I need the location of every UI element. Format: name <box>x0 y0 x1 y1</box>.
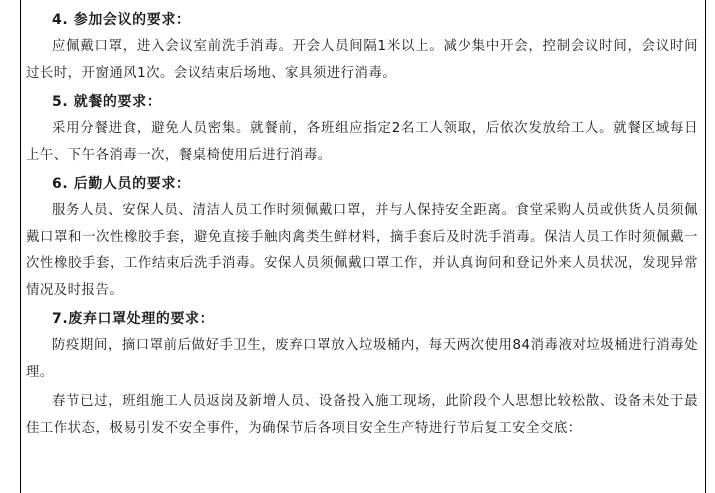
table-border-left <box>20 0 21 493</box>
section-heading-mask-disposal: 7.废弃口罩处理的要求： <box>52 311 215 327</box>
section-heading-meeting: 4. 参加会议的要求： <box>52 12 191 28</box>
section-paragraph-meeting: 应佩戴口罩，进入会议室前洗手消毒。开会人员间隔1米以上。减少集中开会，控制会议时间，会议时间过长时，开窗通风1次。会议结束后场地、家具须进行消毒。 <box>26 39 698 81</box>
section-heading-logistics: 6. 后勤人员的要求： <box>52 176 191 192</box>
closing-paragraph: 春节已过，班组施工人员返岗及新增人员、设备投入施工现场，此阶段个人思想比较松散、设备未处于最佳工作状态，极易引发不安全事件，为确保节后各项目安全生产特进行节后复工安全交底： <box>26 394 698 436</box>
section-paragraph-mask-disposal: 防疫期间，摘口罩前后做好手卫生，废弃口罩放入垃圾桶内，每天两次使用84消毒液对垃圾桶进行消毒处理。 <box>26 338 698 380</box>
section-paragraph-dining: 采用分餐进食，避免人员密集。就餐前，各班组应指定2名工人领取，后依次发放给工人。就餐区域每日上午、下午各消毒一次，餐桌椅使用后进行消毒。 <box>26 121 698 163</box>
table-border-right <box>705 0 706 493</box>
section-paragraph-logistics: 服务人员、安保人员、清洁人员工作时须佩戴口罩，并与人保持安全距离。食堂采购人员或供货人员须佩戴口罩和一次性橡胶手套，避免直接手触肉禽类生鲜材料，摘手套后及时洗手消毒。保洁人员工作时须佩戴一次性橡胶手套，工作结束后洗手消毒。安保人员须佩戴口罩工作，并认真询问和登记外来人员状况，发现异常情况及时报告。 <box>26 203 698 298</box>
section-heading-dining: 5. 就餐的要求： <box>52 94 162 110</box>
document-body <box>26 6 698 442</box>
